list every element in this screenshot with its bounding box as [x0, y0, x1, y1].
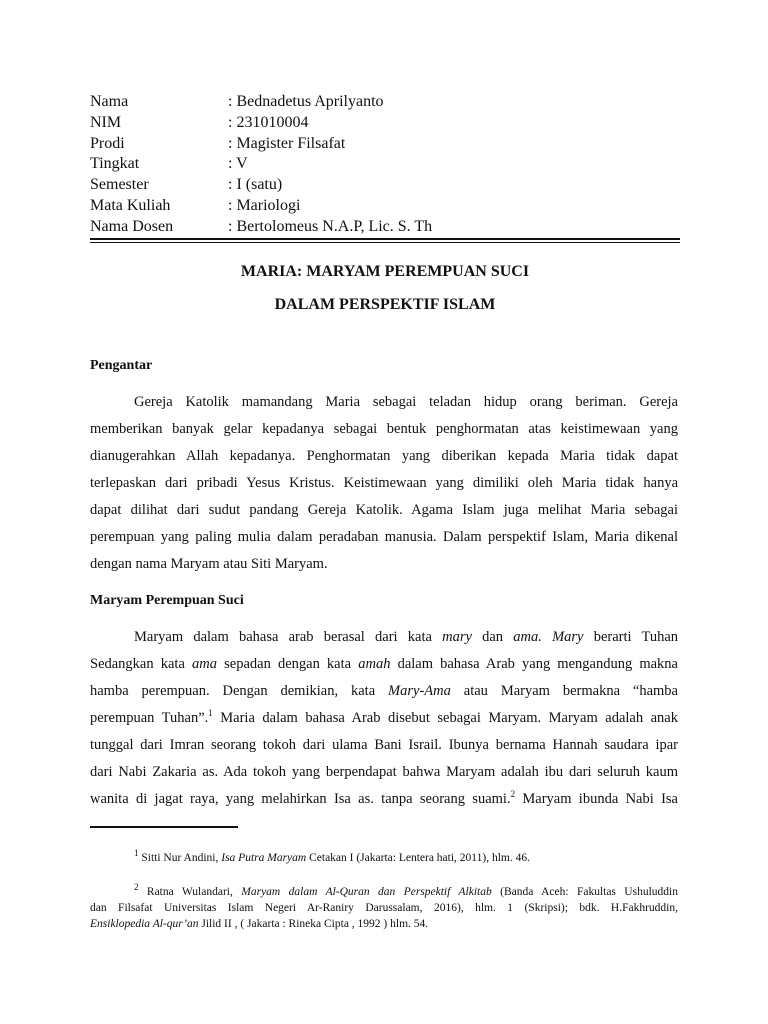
- header-divider-thick: [90, 238, 680, 240]
- info-value: : Bednadetus Aprilyanto: [228, 93, 384, 110]
- text-line: dengan nama Maryam atau Siti Maryam.: [90, 556, 328, 572]
- info-row-nama-dosen: [90, 217, 680, 238]
- document-title-line-1: MARIA: MARYAM PEREMPUAN SUCI: [240, 263, 530, 280]
- footnote-line: $^1$ Sitti Nur Andini, Isa Putra Maryam Cetakan I (Jakarta: Lentera hati, 2011), hlm. 46.: [134, 848, 530, 864]
- text-line: Gereja Katolik mamandang Maria sebagai teladan hidup orang beriman. Gereja: [134, 394, 678, 410]
- info-row-semester: [90, 175, 680, 196]
- section-heading-pengantar: Pengantar: [90, 358, 153, 373]
- text-line: Sedangkan kata ama sepadan dengan kata amah dalam bahasa Arab yang mengandung makna: [90, 656, 678, 672]
- paragraph-pengantar: [90, 389, 678, 578]
- info-value: : Magister Filsafat: [228, 134, 346, 152]
- info-value: : Mariologi: [228, 196, 301, 214]
- text-line: wanita di jagat raya, yang melahirkan Isa as. tanpa seorang suami.$^2$ Maryam ibunda Nabi Isa: [90, 789, 678, 807]
- footnote-line: dan Filsafat Universitas Islam Negeri Ar-Raniry Darussalam, 2016), hlm. 1 (Skripsi); bdk. H.Fakhruddin,: [90, 902, 678, 914]
- info-label: Tingkat: [90, 155, 140, 173]
- text-line: tunggal dari Imran seorang tokoh dari ulama Bani Israil. Ibunya bernama Hannah saudara ipar: [90, 737, 678, 753]
- student-info-table: [90, 92, 680, 238]
- text-line: dapat dilihat dari sudut pandang Gereja Katolik. Agama Islam juga melihat Maria sebagai: [90, 502, 678, 518]
- text-line: perempuan Tuhan”.$^1$ Maria dalam bahasa Arab disebut sebagai Maryam. Maryam adalah anak: [90, 708, 678, 726]
- text-line: Maryam dalam bahasa arab berasal dari kata mary dan ama. Mary berarti Tuhan: [134, 629, 679, 645]
- info-label: Nama Dosen: [90, 217, 174, 235]
- info-value: : Bertolomeus N.A.P, Lic. S. Th: [228, 217, 433, 235]
- text-line: memberikan banyak gelar kepadanya sebagai bentuk penghormatan atas keistimewaan yang: [90, 421, 678, 437]
- info-label: NIM: [90, 113, 122, 131]
- info-row-mata-kuliah: [90, 196, 680, 217]
- info-value: : 231010004: [228, 113, 309, 131]
- info-label: Prodi: [90, 134, 125, 152]
- text-line: dianugerahkan Allah kepadanya. Penghormatan yang diberikan kepada Maria tidak dapat: [90, 448, 678, 464]
- paragraph-maryam: [90, 624, 678, 813]
- info-row-nama: [90, 92, 680, 113]
- footnote-separator: [90, 826, 238, 828]
- document-title-line-2: DALAM PERSPEKTIF ISLAM: [274, 296, 496, 313]
- footnote-ref-2[interactable]: 2: [510, 789, 516, 800]
- text-line: hamba perempuan. Dengan demikian, kata Mary-Ama atau Maryam bermakna “hamba: [90, 683, 678, 699]
- info-label: Semester: [90, 176, 149, 194]
- footnote-2: [90, 884, 678, 932]
- footnote-ref-1[interactable]: 1: [208, 708, 213, 719]
- info-label: Nama: [90, 93, 129, 110]
- header-divider-thin: [90, 242, 680, 243]
- info-value: : I (satu): [228, 176, 283, 194]
- footnote-1: [90, 850, 678, 866]
- info-row-prodi: [90, 134, 680, 155]
- text-line: perempuan yang paling mulia dalam peradaban manusia. Dalam perspektif Islam, Maria dikenal: [90, 529, 678, 545]
- info-label: Mata Kuliah: [90, 196, 171, 214]
- info-row-tingkat: [90, 154, 680, 175]
- info-value: : V: [228, 155, 248, 173]
- section-heading-maryam: Maryam Perempuan Suci: [90, 593, 244, 608]
- footnote-line: Ensiklopedia Al-qur’an Jilid II , ( Jakarta : Rineka Cipta , 1992 ) hlm. 54.: [90, 918, 429, 930]
- footnote-line: $^2$ Ratna Wulandari, Maryam dalam Al-Quran dan Perspektif Alkitab (Banda Aceh: Fakultas Ushuluddin: [134, 882, 678, 898]
- text-line: dari Nabi Zakaria as. Ada tokoh yang berpendapat bahwa Maryam adalah ibu dari seluruh kaum: [90, 764, 678, 780]
- text-line: terlepaskan dari pribadi Yesus Kristus. Keistimewaan yang dimiliki oleh Maria tidak hanya: [90, 475, 678, 491]
- info-row-nim: [90, 113, 680, 134]
